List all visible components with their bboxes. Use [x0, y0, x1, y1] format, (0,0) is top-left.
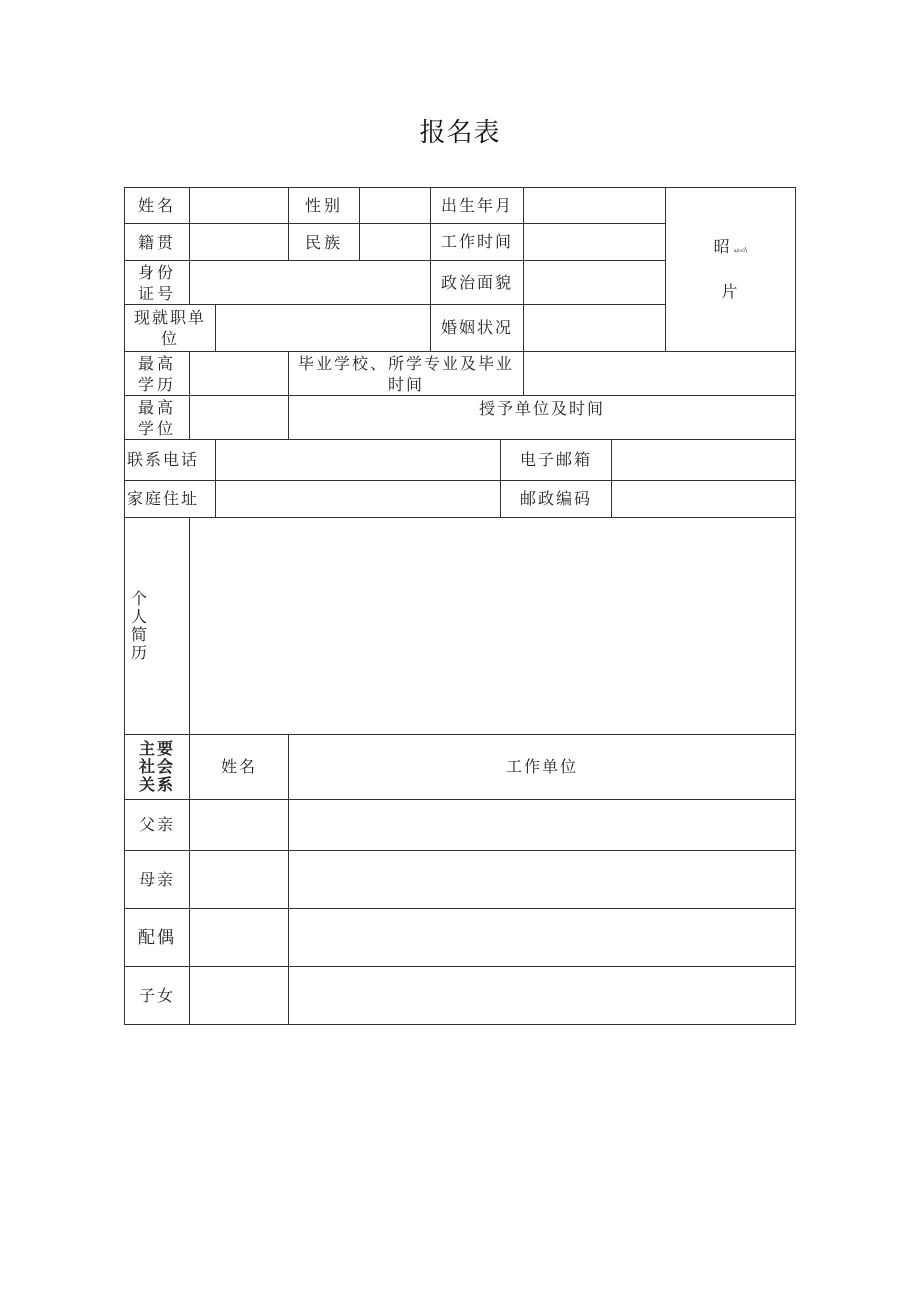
family-workplace-header	[288, 734, 796, 800]
id-number-label	[124, 260, 190, 305]
resume-field[interactable]	[189, 517, 796, 735]
father-name-field[interactable]	[189, 799, 289, 851]
political-status-label-text: 政治面貌	[440, 272, 513, 292]
address-field[interactable]	[215, 480, 501, 518]
spouse-name-field[interactable]	[189, 908, 289, 967]
grad-school-label	[288, 351, 524, 396]
marital-status-field[interactable]	[523, 304, 666, 352]
current-employer-field[interactable]	[215, 304, 431, 352]
resume-label	[124, 517, 190, 735]
highest-degree-label-text: 最高学位	[137, 397, 176, 438]
current-employer-label	[124, 304, 216, 352]
photo-label-noise: ₐᵦₔ₀\	[733, 246, 748, 254]
postal-code-label-text: 邮政编码	[519, 489, 592, 508]
marital-status-label-text: 婚姻状况	[440, 318, 513, 337]
name-label-text: 姓名	[137, 196, 176, 215]
children-name-field[interactable]	[189, 966, 289, 1025]
current-employer-label-text: 现就职单位	[133, 308, 206, 348]
family-header-label-text: 主要社会关系	[139, 739, 176, 794]
family-name-header	[189, 734, 289, 800]
native-place-label	[124, 223, 190, 261]
highest-education-field[interactable]	[189, 351, 289, 396]
relation-children-text: 子女	[138, 985, 175, 1005]
marital-status-label	[430, 304, 524, 352]
birth-field[interactable]	[523, 187, 666, 224]
degree-grant-label-text: 授予单位及时间	[478, 399, 605, 418]
ethnicity-label-text: 民族	[304, 232, 343, 252]
native-place-field[interactable]	[189, 223, 289, 261]
phone-label	[124, 439, 216, 481]
relation-mother-text: 母亲	[138, 869, 175, 889]
postal-code-label	[500, 480, 612, 518]
email-label-text: 电子邮箱	[519, 450, 592, 469]
relation-spouse-text: 配偶	[138, 927, 176, 948]
family-workplace-header-text: 工作单位	[505, 757, 578, 776]
postal-code-field[interactable]	[611, 480, 796, 518]
name-label	[124, 187, 190, 224]
id-number-field[interactable]	[189, 260, 431, 305]
phone-label-text: 联系电话	[127, 450, 200, 469]
political-status-label	[430, 260, 524, 305]
registration-form	[124, 187, 796, 1025]
address-label	[124, 480, 216, 518]
highest-education-label	[124, 351, 190, 396]
political-status-field[interactable]	[523, 260, 666, 305]
photo-label-char1: 昭	[713, 237, 730, 256]
work-start-field[interactable]	[523, 223, 666, 261]
address-label-text: 家庭住址	[127, 489, 200, 508]
form-title: 报名表	[419, 118, 501, 148]
ethnicity-field[interactable]	[359, 223, 431, 261]
mother-workplace-field[interactable]	[288, 850, 796, 909]
birth-label	[430, 187, 524, 224]
degree-grant-field[interactable]	[288, 395, 796, 440]
relation-mother-label	[124, 850, 190, 909]
gender-label	[288, 187, 360, 224]
highest-degree-field[interactable]	[189, 395, 289, 440]
email-label	[500, 439, 612, 481]
children-workplace-field[interactable]	[288, 966, 796, 1025]
gender-label-text: 性别	[304, 196, 343, 215]
father-workplace-field[interactable]	[288, 799, 796, 851]
highest-degree-label	[124, 395, 190, 440]
photo-label-line1	[714, 237, 748, 260]
highest-education-label-text: 最高学历	[137, 353, 176, 394]
gender-field[interactable]	[359, 187, 431, 224]
grad-school-field[interactable]	[523, 351, 796, 396]
relation-father-text: 父亲	[138, 815, 175, 834]
id-number-label-text: 身份证号	[137, 262, 176, 303]
native-place-label-text: 籍贯	[137, 232, 176, 252]
relation-children-label	[124, 966, 190, 1025]
spouse-workplace-field[interactable]	[288, 908, 796, 967]
work-start-label	[430, 223, 524, 261]
birth-label-text: 出生年月	[440, 195, 513, 215]
mother-name-field[interactable]	[189, 850, 289, 909]
grad-school-label-text: 毕业学校、所学专业及毕业时间	[297, 353, 514, 394]
phone-field[interactable]	[215, 439, 501, 481]
family-name-header-text: 姓名	[220, 757, 257, 776]
work-start-label-text: 工作时间	[440, 232, 513, 251]
ethnicity-label	[288, 223, 360, 261]
photo-box[interactable]	[665, 187, 796, 352]
relation-spouse-label	[124, 908, 190, 967]
resume-label-text: 个人简历	[130, 589, 149, 662]
name-field[interactable]	[189, 187, 289, 224]
email-field[interactable]	[611, 439, 796, 481]
family-header-label	[124, 734, 190, 800]
relation-father-label	[124, 799, 190, 851]
photo-label-line2: 片	[721, 282, 740, 301]
